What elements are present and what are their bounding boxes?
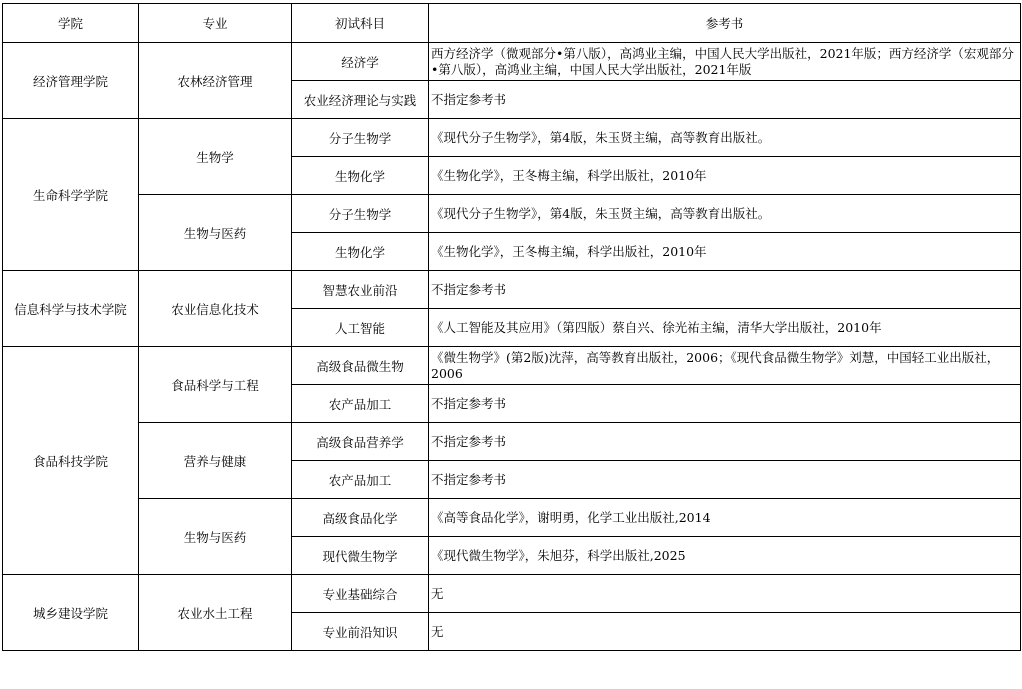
college-cell: 城乡建设学院 [3,575,139,651]
major-cell: 食品科学与工程 [139,347,292,423]
reference-cell: 《现代分子生物学》，第4版，朱玉贤主编，高等教育出版社。 [429,195,1021,233]
table-row [3,43,1021,81]
major-cell: 生物与医药 [139,499,292,575]
header-major: 专业 [139,4,292,43]
reference-cell: 不指定参考书 [429,385,1021,423]
reference-cell: 不指定参考书 [429,461,1021,499]
table-row [3,499,1021,537]
header-college: 学院 [3,4,139,43]
table-row [3,195,1021,233]
major-cell: 农林经济管理 [139,43,292,119]
table-row [3,119,1021,157]
table-row [3,271,1021,309]
college-cell: 生命科学学院 [3,119,139,271]
reference-cell: 无 [429,613,1021,651]
reference-cell: 《人工智能及其应用》（第四版）蔡自兴、徐光祐主编，清华大学出版社，2010年 [429,309,1021,347]
subject-cell: 人工智能 [292,309,429,347]
reference-cell: 《现代微生物学》，朱旭芬，科学出版社,2025 [429,537,1021,575]
major-cell: 生物学 [139,119,292,195]
subject-cell: 农产品加工 [292,461,429,499]
subject-cell: 分子生物学 [292,119,429,157]
reference-cell: 《现代分子生物学》，第4版，朱玉贤主编，高等教育出版社。 [429,119,1021,157]
reference-cell: 不指定参考书 [429,271,1021,309]
subject-cell: 专业前沿知识 [292,613,429,651]
subject-cell: 生物化学 [292,233,429,271]
subject-cell: 经济学 [292,43,429,81]
header-subject: 初试科目 [292,4,429,43]
subject-cell: 智慧农业前沿 [292,271,429,309]
reference-cell: 《高等食品化学》，谢明勇，化学工业出版社,2014 [429,499,1021,537]
subject-cell: 高级食品微生物 [292,347,429,385]
reference-cell: 《生物化学》，王冬梅主编，科学出版社，2010年 [429,233,1021,271]
subject-cell: 专业基础综合 [292,575,429,613]
reference-cell: 不指定参考书 [429,423,1021,461]
reference-cell: 《生物化学》，王冬梅主编，科学出版社，2010年 [429,157,1021,195]
table-row [3,347,1021,385]
major-cell: 营养与健康 [139,423,292,499]
header-reference: 参考书 [429,4,1021,43]
subject-cell: 高级食品营养学 [292,423,429,461]
table-row [3,575,1021,613]
reference-book-table [2,3,1021,651]
subject-cell: 农产品加工 [292,385,429,423]
subject-cell: 生物化学 [292,157,429,195]
major-cell: 生物与医药 [139,195,292,271]
reference-cell: 无 [429,575,1021,613]
subject-cell: 分子生物学 [292,195,429,233]
college-cell: 食品科技学院 [3,347,139,575]
subject-cell: 农业经济理论与实践 [292,81,429,119]
table-row [3,423,1021,461]
subject-cell: 高级食品化学 [292,499,429,537]
reference-cell: 西方经济学（微观部分•第八版），高鸿业主编，中国人民大学出版社，2021年版；西方经济学（宏观部分•第八版），高鸿业主编，中国人民大学出版社，2021年版 [429,43,1021,81]
subject-cell: 现代微生物学 [292,537,429,575]
reference-cell: 《微生物学》(第2版)沈萍，高等教育出版社，2006；《现代食品微生物学》刘慧，中国轻工业出版社，2006 [429,347,1021,385]
college-cell: 经济管理学院 [3,43,139,119]
reference-cell: 不指定参考书 [429,81,1021,119]
major-cell: 农业水土工程 [139,575,292,651]
major-cell: 农业信息化技术 [139,271,292,347]
college-cell: 信息科学与技术学院 [3,271,139,347]
